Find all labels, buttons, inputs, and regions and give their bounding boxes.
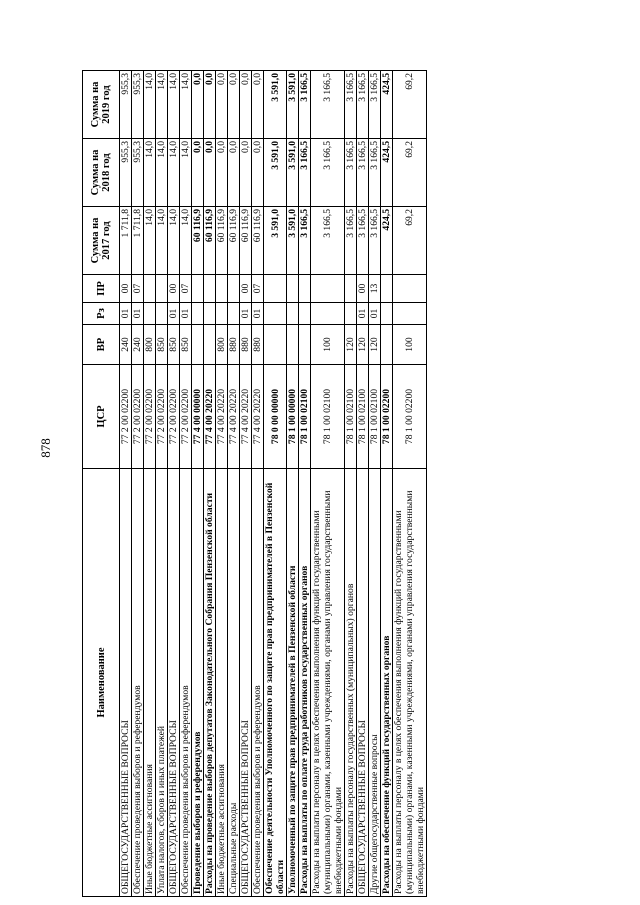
cell-name: ОБЩЕГОСУДАРСТВЕННЫЕ ВОПРОСЫ [168,469,180,897]
cell-rz [228,303,240,325]
cell-sum-2019: 14,0 [180,71,192,139]
cell-csr: 77 4 00 20220 [228,365,240,469]
cell-vr [264,325,287,365]
table-row [357,71,369,897]
cell-sum-2019: 0,0 [240,71,252,139]
cell-pr [156,275,168,303]
cell-pr: 00 [168,275,180,303]
cell-sum-2018: 3 591,0 [287,139,299,207]
cell-sum-2017: 14,0 [156,207,168,275]
cell-sum-2019: 0,0 [204,71,216,139]
cell-pr [228,275,240,303]
cell-name: Обеспечение проведения выборов и референдумов [132,469,144,897]
cell-rz: 01 [120,303,132,325]
budget-table [82,70,427,897]
cell-sum-2018: 0,0 [228,139,240,207]
cell-rz [393,303,427,325]
cell-sum-2017: 424,5 [381,207,393,275]
cell-sum-2018: 0,0 [192,139,204,207]
cell-sum-2017: 1 711,8 [120,207,132,275]
cell-sum-2018: 69,2 [393,139,427,207]
cell-name: Обеспечение проведения выборов и референдумов [252,469,264,897]
cell-sum-2018: 3 166,5 [369,139,381,207]
header-vr: ВР [83,325,120,365]
header-sum-2018: Сумма на 2018 год [83,139,120,207]
cell-sum-2017: 3 166,5 [345,207,357,275]
cell-sum-2017: 3 591,0 [287,207,299,275]
cell-vr: 800 [216,325,228,365]
cell-sum-2018: 0,0 [252,139,264,207]
cell-pr [393,275,427,303]
header-pr: ПР [83,275,120,303]
cell-name: Расходы на выплаты персоналу государственных (муниципальных) органов [345,469,357,897]
cell-sum-2017: 3 166,5 [311,207,345,275]
table-row [369,71,381,897]
cell-vr: 800 [144,325,156,365]
cell-sum-2017: 1 711,8 [132,207,144,275]
cell-csr: 78 1 00 00000 [287,365,299,469]
cell-sum-2019: 955,3 [120,71,132,139]
cell-sum-2018: 3 166,5 [311,139,345,207]
table-row [299,71,311,897]
cell-csr: 78 1 00 02100 [357,365,369,469]
cell-pr: 00 [240,275,252,303]
cell-pr: 00 [357,275,369,303]
cell-vr: 120 [369,325,381,365]
table-row [252,71,264,897]
cell-pr [287,275,299,303]
cell-name: ОБЩЕГОСУДАРСТВЕННЫЕ ВОПРОСЫ [120,469,132,897]
cell-sum-2018: 0,0 [216,139,228,207]
table-row [216,71,228,897]
cell-sum-2019: 3 166,5 [311,71,345,139]
cell-sum-2019: 424,5 [381,71,393,139]
cell-rz [156,303,168,325]
cell-csr: 77 4 00 20220 [252,365,264,469]
cell-csr: 77 2 00 02200 [156,365,168,469]
cell-sum-2019: 3 166,5 [369,71,381,139]
cell-csr: 78 1 00 02100 [345,365,357,469]
cell-pr [299,275,311,303]
cell-sum-2017: 60 116,9 [240,207,252,275]
cell-rz [299,303,311,325]
cell-sum-2018: 3 591,0 [264,139,287,207]
cell-name: Расходы на выплаты персоналу в целях обеспечения выполнения функций государственными (муниципальными) органами, казенными учреждениями, органами управления государственными внебюджетными фондами [311,469,345,897]
page-number: 878 [37,438,53,458]
cell-csr: 77 2 00 02200 [180,365,192,469]
table-row [192,71,204,897]
cell-vr [287,325,299,365]
cell-rz: 01 [369,303,381,325]
cell-sum-2018: 424,5 [381,139,393,207]
cell-csr: 77 2 00 02200 [120,365,132,469]
cell-csr: 77 4 00 20220 [216,365,228,469]
cell-sum-2017: 14,0 [144,207,156,275]
cell-sum-2019: 0,0 [216,71,228,139]
table-body [120,71,427,897]
table-row [264,71,287,897]
cell-vr: 100 [393,325,427,365]
header-name: Наименование [83,469,120,897]
cell-pr: 00 [120,275,132,303]
cell-vr [204,325,216,365]
cell-pr: 07 [252,275,264,303]
table-row [168,71,180,897]
cell-sum-2018: 14,0 [168,139,180,207]
header-rz: Рз [83,303,120,325]
cell-name: ОБЩЕГОСУДАРСТВЕННЫЕ ВОПРОСЫ [357,469,369,897]
cell-sum-2017: 3 591,0 [264,207,287,275]
cell-csr: 78 1 00 02100 [369,365,381,469]
cell-rz: 01 [240,303,252,325]
cell-vr: 880 [252,325,264,365]
cell-sum-2019: 3 591,0 [264,71,287,139]
cell-vr: 850 [168,325,180,365]
cell-vr [381,325,393,365]
cell-sum-2019: 3 166,5 [299,71,311,139]
cell-pr: 07 [132,275,144,303]
cell-csr: 77 2 00 02200 [144,365,156,469]
cell-rz: 01 [132,303,144,325]
cell-sum-2019: 14,0 [168,71,180,139]
cell-name: Уплата налогов, сборов и иных платежей [156,469,168,897]
cell-vr [192,325,204,365]
cell-vr: 240 [120,325,132,365]
cell-pr: 07 [180,275,192,303]
cell-csr: 78 1 00 02100 [311,365,345,469]
cell-pr [264,275,287,303]
cell-rz: 01 [168,303,180,325]
cell-csr: 77 4 00 20220 [240,365,252,469]
cell-name: Проведение выборов и референдумов [192,469,204,897]
cell-rz [287,303,299,325]
cell-rz [216,303,228,325]
cell-vr: 100 [311,325,345,365]
cell-pr [311,275,345,303]
cell-sum-2017: 60 116,9 [204,207,216,275]
cell-sum-2018: 3 166,5 [299,139,311,207]
cell-sum-2019: 0,0 [228,71,240,139]
cell-sum-2018: 14,0 [180,139,192,207]
cell-name: Расходы на проведение выборов депутатов Законодательного Собрания Пензенской области [204,469,216,897]
cell-name: Расходы на обеспечение функций государственных органов [381,469,393,897]
cell-csr: 78 1 00 02100 [299,365,311,469]
cell-rz [144,303,156,325]
cell-sum-2018: 0,0 [204,139,216,207]
cell-sum-2018: 14,0 [156,139,168,207]
table-header-row [83,71,120,897]
cell-rz: 01 [252,303,264,325]
cell-sum-2019: 0,0 [192,71,204,139]
cell-sum-2017: 3 166,5 [299,207,311,275]
cell-name: Расходы на выплаты по оплате труда работников государственных органов [299,469,311,897]
cell-sum-2017: 60 116,9 [252,207,264,275]
cell-name: Другие общегосударственные вопросы [369,469,381,897]
header-csr: ЦСР [83,365,120,469]
cell-sum-2017: 3 166,5 [369,207,381,275]
table-row [180,71,192,897]
cell-vr [299,325,311,365]
header-sum-2019: Сумма на 2019 год [83,71,120,139]
cell-sum-2019: 14,0 [144,71,156,139]
cell-vr: 120 [357,325,369,365]
cell-sum-2018: 3 166,5 [345,139,357,207]
cell-pr: 13 [369,275,381,303]
table-row [132,71,144,897]
table-row [228,71,240,897]
cell-name: Расходы на выплаты персоналу в целях обеспечения выполнения функций государственными (муниципальными) органами, казенными учреждениями, органами управления государственными внебюджетными фондами [393,469,427,897]
cell-pr [216,275,228,303]
header-sum-2017: Сумма на 2017 год [83,207,120,275]
cell-vr: 880 [240,325,252,365]
cell-rz [311,303,345,325]
cell-vr: 240 [132,325,144,365]
cell-pr [204,275,216,303]
cell-sum-2018: 955,3 [132,139,144,207]
cell-sum-2017: 60 116,9 [192,207,204,275]
cell-vr: 850 [180,325,192,365]
cell-sum-2017: 14,0 [180,207,192,275]
table-row [144,71,156,897]
cell-name: Обеспечение проведения выборов и референдумов [180,469,192,897]
cell-csr: 77 2 00 02200 [168,365,180,469]
cell-csr: 77 4 00 20220 [204,365,216,469]
cell-sum-2019: 3 166,5 [345,71,357,139]
cell-sum-2019: 955,3 [132,71,144,139]
cell-vr: 120 [345,325,357,365]
cell-sum-2018: 0,0 [240,139,252,207]
cell-vr: 880 [228,325,240,365]
cell-sum-2019: 3 591,0 [287,71,299,139]
cell-sum-2017: 69,2 [393,207,427,275]
cell-rz: 01 [180,303,192,325]
cell-name: Иные бюджетные ассигнования [144,469,156,897]
cell-name: Уполномоченный по защите прав предпринимателей в Пензенской области [287,469,299,897]
cell-rz: 01 [357,303,369,325]
cell-sum-2017: 60 116,9 [228,207,240,275]
cell-pr [144,275,156,303]
cell-sum-2019: 3 166,5 [357,71,369,139]
cell-pr [345,275,357,303]
cell-name: ОБЩЕГОСУДАРСТВЕННЫЕ ВОПРОСЫ [240,469,252,897]
cell-name: Иные бюджетные ассигнования [216,469,228,897]
table-row [240,71,252,897]
table-row [345,71,357,897]
cell-rz [192,303,204,325]
cell-csr: 77 2 00 02200 [132,365,144,469]
table-row [287,71,299,897]
cell-sum-2017: 60 116,9 [216,207,228,275]
cell-pr [192,275,204,303]
table-row [311,71,345,897]
cell-sum-2018: 955,3 [120,139,132,207]
cell-csr: 78 1 00 02200 [381,365,393,469]
cell-sum-2017: 14,0 [168,207,180,275]
cell-sum-2019: 0,0 [252,71,264,139]
cell-rz [345,303,357,325]
cell-sum-2018: 14,0 [144,139,156,207]
cell-rz [381,303,393,325]
cell-pr [381,275,393,303]
cell-sum-2017: 3 166,5 [357,207,369,275]
table-row [393,71,427,897]
cell-csr: 78 0 00 00000 [264,365,287,469]
cell-name: Специальные расходы [228,469,240,897]
table-row [120,71,132,897]
table-row [156,71,168,897]
cell-sum-2018: 3 166,5 [357,139,369,207]
cell-rz [264,303,287,325]
cell-csr: 77 4 00 00000 [192,365,204,469]
cell-vr: 850 [156,325,168,365]
table-row [204,71,216,897]
table-row [381,71,393,897]
cell-csr: 78 1 00 02200 [393,365,427,469]
budget-table-container [82,71,427,897]
cell-sum-2019: 69,2 [393,71,427,139]
cell-name: Обеспечение деятельности Уполномоченного по защите прав предпринимателей в Пензенской области [264,469,287,897]
cell-sum-2019: 14,0 [156,71,168,139]
cell-rz [204,303,216,325]
